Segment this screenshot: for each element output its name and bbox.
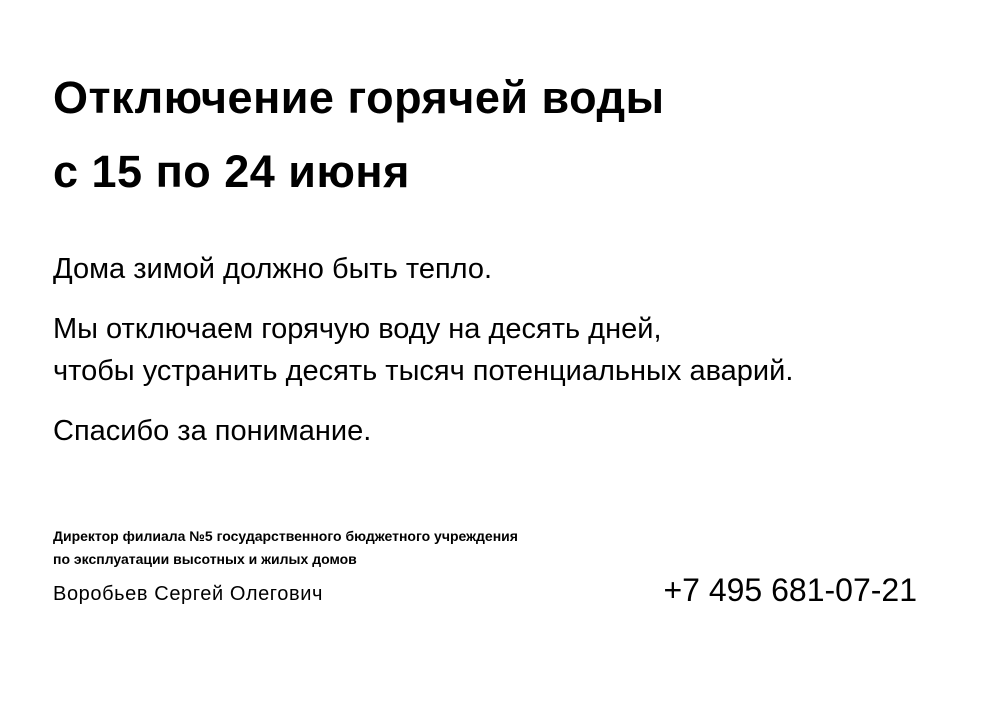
phone-number: +7 495 681-07-21 [663, 572, 917, 608]
headline-line-1: Отключение горячей воды [53, 72, 665, 123]
signature-title [53, 525, 518, 571]
body-paragraph-2-line-2: чтобы устранить десять тысяч потенциальных аварий. [53, 355, 794, 387]
headline-line-2: с 15 по 24 июня [53, 146, 410, 197]
signature-name: Воробьев Сергей Олегович [53, 583, 324, 605]
body-paragraph-3: Спасибо за понимание. [53, 415, 372, 447]
signature-title-line-1: Директор филиала №5 государственного бюджетного учреждения [53, 528, 518, 544]
signature-title-line-2: по эксплуатации высотных и жилых домов [53, 551, 357, 567]
poster-body [53, 248, 793, 452]
body-paragraph-1: Дома зимой должно быть тепло. [53, 253, 493, 285]
body-paragraph-2-line-1: Мы отключаем горячую воду на десять дней, [53, 313, 662, 345]
poster-headline [53, 61, 665, 209]
body-paragraph-2 [53, 308, 793, 392]
